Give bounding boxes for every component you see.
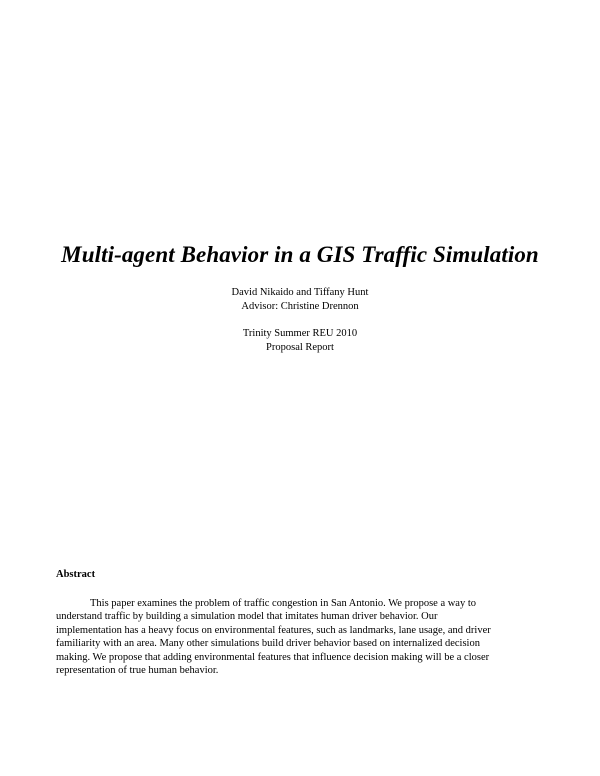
program-line: Trinity Summer REU 2010	[242, 328, 358, 339]
advisor-line: Advisor: Christine Drennon	[241, 301, 359, 312]
abstract-line: representation of true human behavior.	[56, 665, 219, 677]
abstract-body	[56, 597, 556, 677]
abstract-line: This paper examines the problem of traffic congestion in San Antonio. We propose a way to	[90, 598, 477, 609]
abstract-line: understand traffic by building a simulation model that imitates human driver behavior. Our	[56, 611, 438, 623]
abstract-line: familiarity with an area. Many other simulations build driver behavior based on internalized decision	[56, 638, 480, 650]
authors-block	[0, 286, 600, 314]
abstract-heading: Abstract	[56, 569, 96, 580]
report-type-line: Proposal Report	[266, 342, 334, 353]
program-block	[0, 327, 600, 355]
authors-line: David Nikaido and Tiffany Hunt	[231, 287, 369, 298]
paper-title: Multi-agent Behavior in a GIS Traffic Simulation	[61, 242, 539, 267]
abstract-line: making. We propose that adding environmental features that influence decision making will be a closer	[56, 651, 490, 663]
abstract-line: implementation has a heavy focus on environmental features, such as landmarks, lane usage, and driver	[56, 624, 491, 636]
